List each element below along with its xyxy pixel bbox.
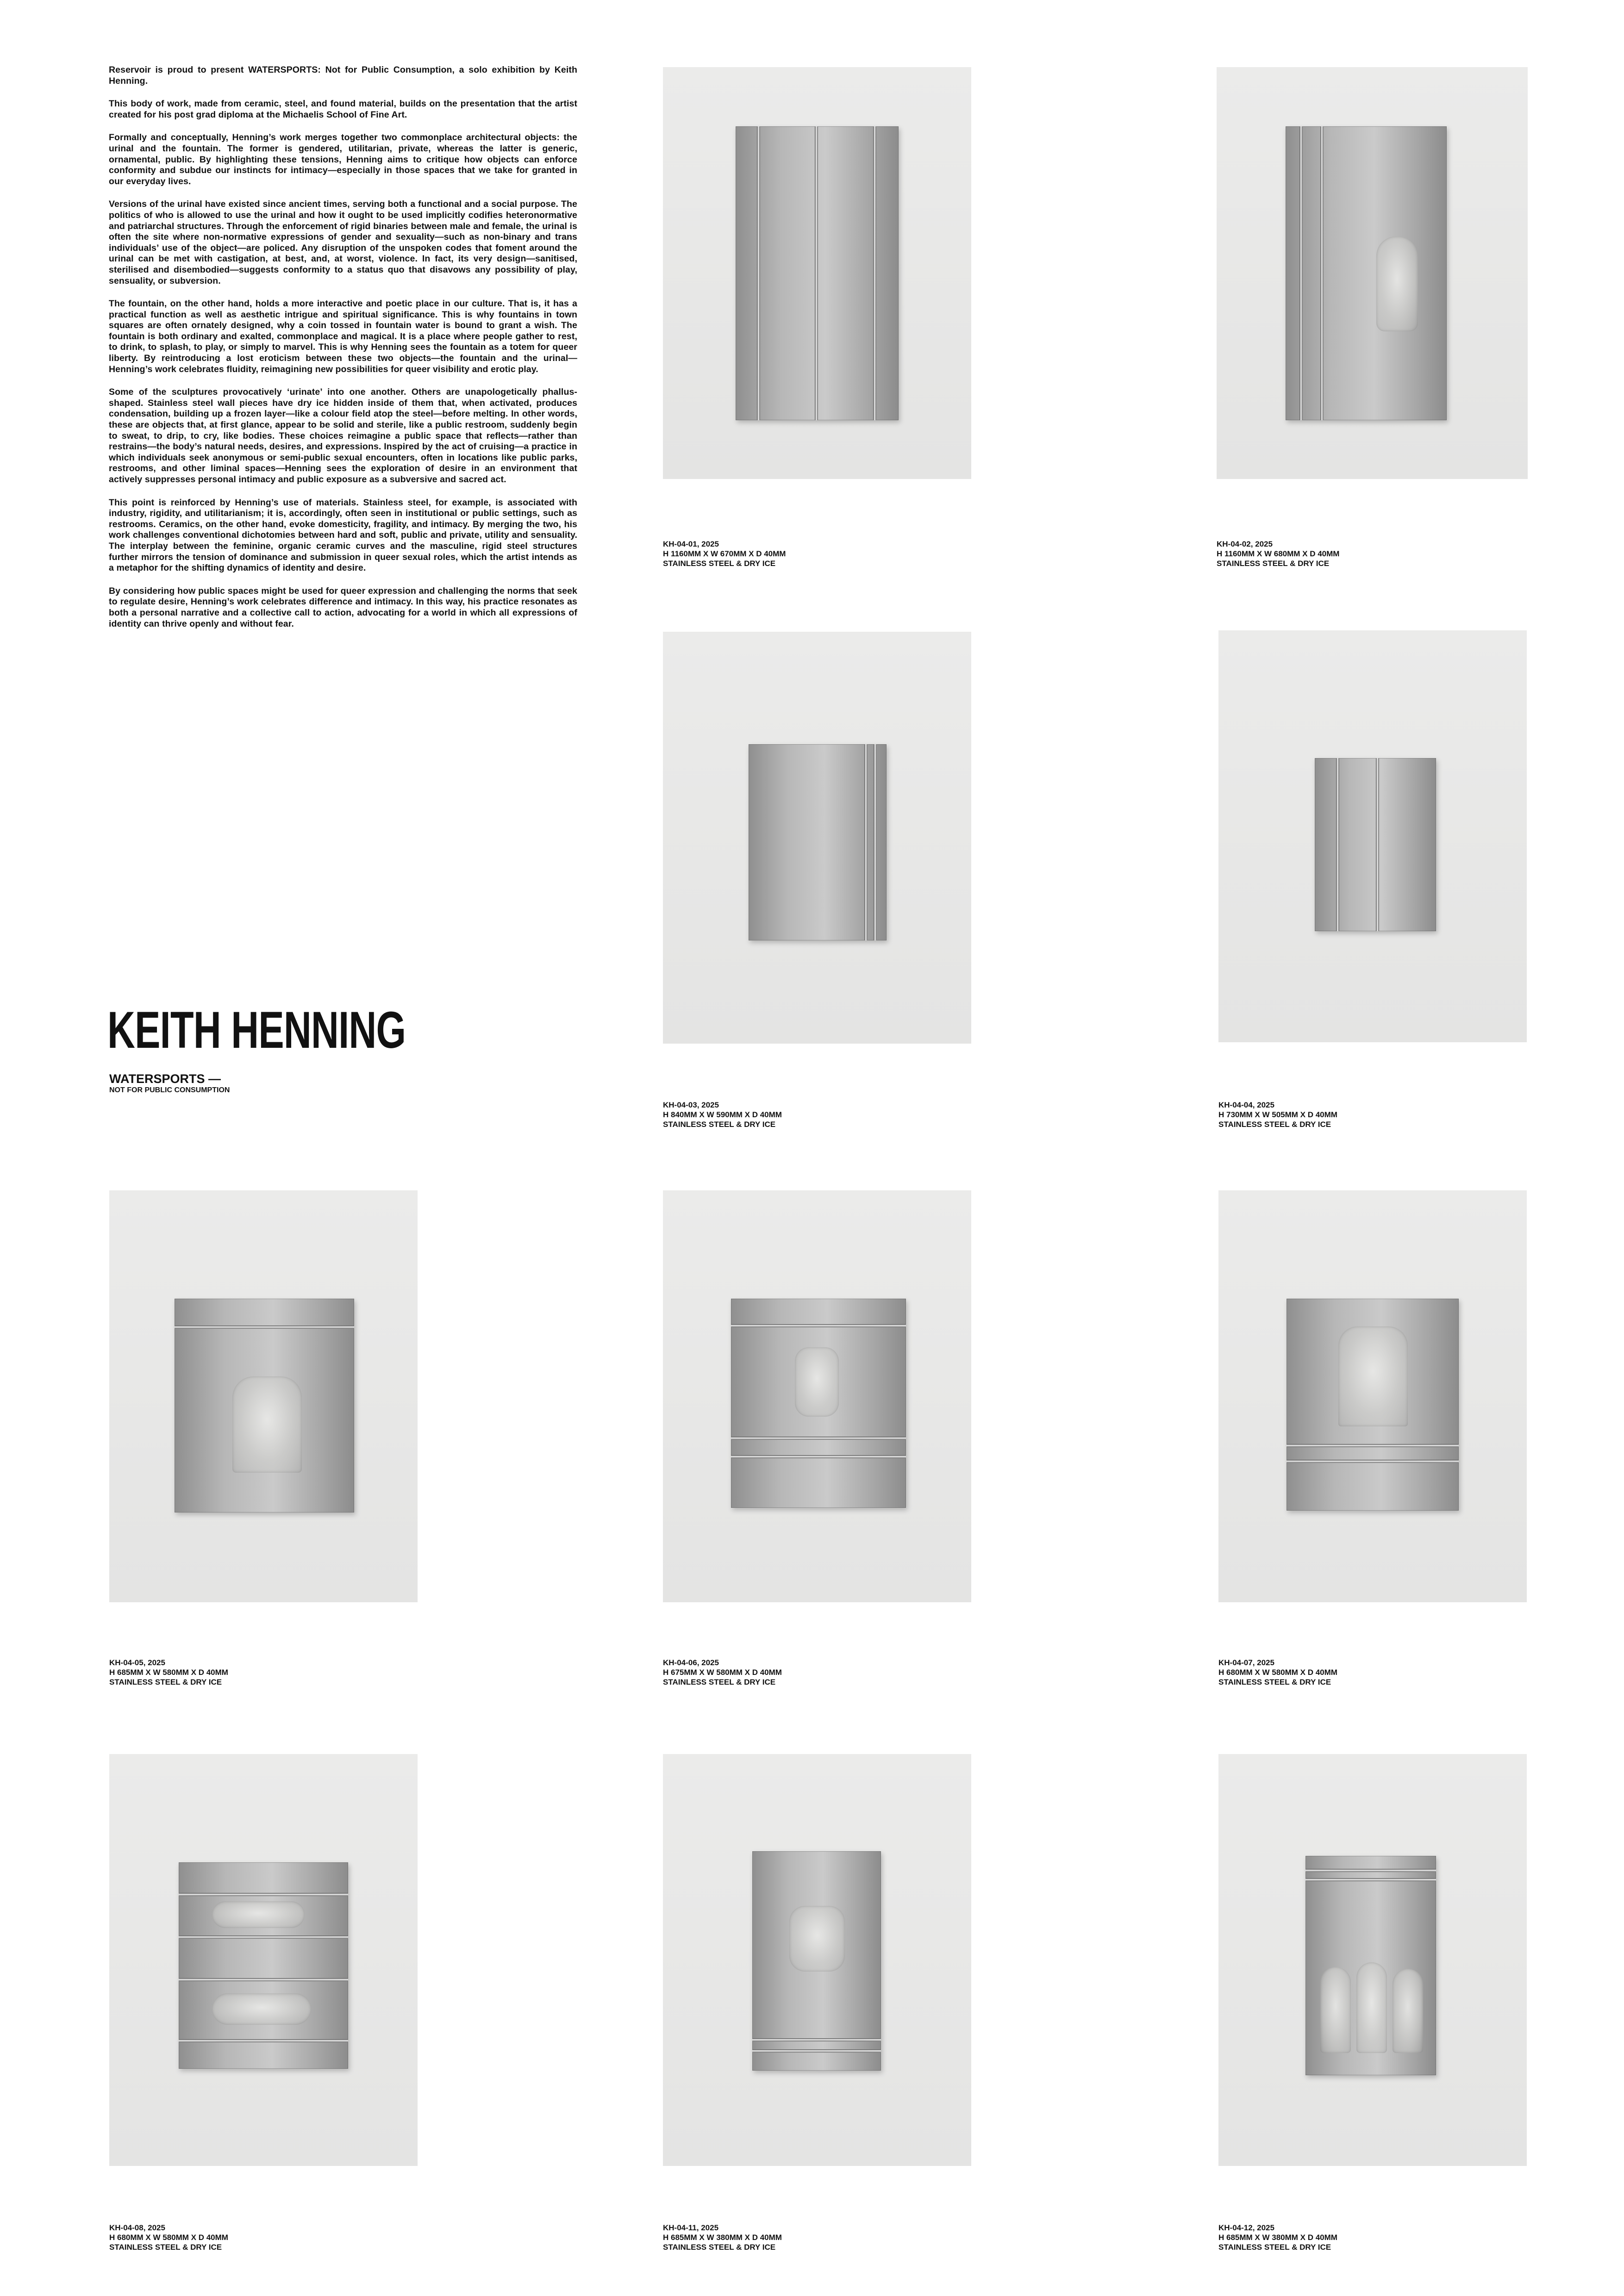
intro-paragraph: Some of the sculptures provocatively ‘urinate’ into one another. Others are unapologetically phallus-shaped. Stainless steel wall pieces have dry ice hidden inside of them that, when activated, produces condensation, building up a frozen layer—like a colour field atop the steel—before melting. In other words, these are objects that, at first glance, appear to be solid and sterile, like a public restroom, suddenly begin to sweat, to drip, to cry, like bodies. These choices reimagine a public space that reflects—rather than restrains—the body’s natural needs, desires, and expressions. Inspired by the act of cruising—a practice in which individuals seek anonymous or semi-public sexual encounters, often in locations like public parks, restrooms, and other liminal spaces—Henning sees the exploration of desire in an environment that actively suppresses personal intimacy and public exposure as a subversive and sacred act. [109, 387, 577, 485]
artwork-caption [663, 1658, 782, 1687]
artwork-caption [663, 1100, 782, 1129]
steel-panel [731, 1299, 906, 1508]
intro-paragraph: The fountain, on the other hand, holds a more interactive and poetic place in our culture. That is, it has a practical function as well as aesthetic intrigue and spiritual significance. This is why fountains in town squares are often ornately designed, why a coin tossed in fountain water is bound to grant a wish. The fountain is both ordinary and exalted, commonplace and magical. It is a place where people gather to rest, to drink, to splash, to play, or simply to marvel. This is why Henning sees the fountain as a totem for queer liberty. By reintroducing a lost eroticism between these two objects—the fountain and the urinal—Henning’s work celebrates fluidity, reimagining new possibilities for queer visibility and erotic play. [109, 299, 577, 374]
artwork-photo [1218, 630, 1527, 1042]
intro-paragraph: Versions of the urinal have existed since ancient times, serving both a functional and a social purpose. The politics of who is allowed to use the urinal and how it ought to be used implicitly codifies heteronormative and patriarchal structures. Through the enforcement of rigid binaries between male and female, the urinal is often the site where non-normative expressions of gender and sexuality—such as non-binary and trans individuals’ use of the object—are policed. Any disruption of the unspoken codes that foment around the urinal can be met with castigation, at best, and, at worst, violence. In fact, its very design—sanitised, sterilised and disembodied—suggests conformity to a status quo that disavows any possibility of play, sensuality, or subversion. [109, 199, 577, 286]
artwork-material: STAINLESS STEEL & DRY ICE [109, 2243, 222, 2252]
artwork-code: KH-04-11, 2025 [663, 2223, 719, 2232]
steel-panel [736, 126, 899, 420]
intro-paragraph: This point is reinforced by Henning’s use of materials. Stainless steel, for example, is associated with industry, rigidity, and utilitarianism; it is, accordingly, often seen in institutional or public settings, such as restrooms. Ceramics, on the other hand, evoke domesticity, fragility, and intimacy. By merging the two, his work challenges conventional dichotomies between hard and soft, public and private, utility and sensuality. The interplay between the feminine, organic ceramic curves and the masculine, rigid steel structures further mirrors the tension of dominance and submission in queer sexual roles, which the artist intends as a metaphor for the shifting dynamics of identity and desire. [109, 497, 577, 573]
artwork-material: STAINLESS STEEL & DRY ICE [663, 559, 776, 568]
artwork-code: KH-04-06, 2025 [663, 1658, 719, 1667]
artwork-caption [1218, 1100, 1337, 1129]
steel-panel [175, 1299, 354, 1512]
artwork-code: KH-04-04, 2025 [1218, 1101, 1274, 1109]
artwork-code: KH-04-07, 2025 [1218, 1658, 1274, 1667]
exhibition-text [109, 65, 577, 641]
artwork-material: STAINLESS STEEL & DRY ICE [1218, 1120, 1331, 1129]
steel-panel [1305, 1856, 1436, 2075]
artwork-code: KH-04-12, 2025 [1218, 2223, 1274, 2232]
intro-paragraph: This body of work, made from ceramic, steel, and found material, builds on the presentation that the artist created for his post grad diploma at the Michaelis School of Fine Art. [109, 99, 577, 120]
artwork-material: STAINLESS STEEL & DRY ICE [1218, 1678, 1331, 1686]
steel-panel [1315, 758, 1436, 931]
steel-panel [1287, 1299, 1459, 1511]
artwork-photo [1217, 67, 1528, 479]
artwork-material: STAINLESS STEEL & DRY ICE [663, 1120, 776, 1129]
artwork-dimensions: H 685MM X W 380MM X D 40MM [663, 2233, 782, 2242]
artwork-code: KH-04-05, 2025 [109, 1658, 165, 1667]
exhibition-subtitle: NOT FOR PUBLIC CONSUMPTION [109, 1086, 230, 1094]
artwork-material: STAINLESS STEEL & DRY ICE [1217, 559, 1330, 568]
steel-panel [1286, 126, 1447, 420]
artwork-photo [663, 632, 971, 1044]
artwork-material: STAINLESS STEEL & DRY ICE [109, 1678, 222, 1686]
artwork-caption [109, 1658, 228, 1687]
artwork-photo [1218, 1190, 1527, 1602]
artwork-photo [663, 1754, 971, 2166]
artwork-dimensions: H 680MM X W 580MM X D 40MM [1218, 1668, 1337, 1677]
artwork-photo [663, 67, 971, 479]
steel-panel [179, 1862, 348, 2069]
artwork-photo [663, 1190, 971, 1602]
artwork-photo [1218, 1754, 1527, 2166]
artwork-caption [663, 2223, 782, 2252]
artwork-caption [663, 539, 786, 568]
artwork-dimensions: H 675MM X W 580MM X D 40MM [663, 1668, 782, 1677]
artwork-dimensions: H 730MM X W 505MM X D 40MM [1218, 1110, 1337, 1119]
artwork-dimensions: H 680MM X W 580MM X D 40MM [109, 2233, 228, 2242]
artwork-caption [1218, 2223, 1337, 2252]
artwork-material: STAINLESS STEEL & DRY ICE [663, 1678, 776, 1686]
artist-name-heading: KEITH HENNING [107, 1001, 406, 1059]
intro-paragraph: By considering how public spaces might be used for queer expression and challenging the norms that seek to regulate desire, Henning’s work celebrates difference and intimacy. In this way, his practice resonates as both a personal narrative and a collective call to action, advocating for a world in which all expressions of identity can thrive openly and without fear. [109, 585, 577, 629]
artwork-caption [1217, 539, 1339, 568]
steel-panel [752, 1851, 881, 2071]
artwork-dimensions: H 1160MM X W 670MM X D 40MM [663, 549, 786, 558]
artwork-caption [1218, 1658, 1337, 1687]
artwork-dimensions: H 685MM X W 380MM X D 40MM [1218, 2233, 1337, 2242]
artwork-code: KH-04-02, 2025 [1217, 540, 1273, 548]
artwork-code: KH-04-01, 2025 [663, 540, 719, 548]
artwork-material: STAINLESS STEEL & DRY ICE [663, 2243, 776, 2252]
artwork-material: STAINLESS STEEL & DRY ICE [1218, 2243, 1331, 2252]
artwork-photo [109, 1754, 418, 2166]
exhibition-title: WATERSPORTS — [109, 1072, 221, 1086]
artwork-code: KH-04-03, 2025 [663, 1101, 719, 1109]
artwork-caption [109, 2223, 228, 2252]
steel-panel [749, 744, 887, 940]
artwork-photo [109, 1190, 418, 1602]
artwork-dimensions: H 1160MM X W 680MM X D 40MM [1217, 549, 1340, 558]
artwork-code: KH-04-08, 2025 [109, 2223, 165, 2232]
intro-paragraph: Reservoir is proud to present WATERSPORTS: Not for Public Consumption, a solo exhibition by Keith Henning. [109, 65, 577, 86]
artwork-dimensions: H 685MM X W 580MM X D 40MM [109, 1668, 228, 1677]
intro-paragraph: Formally and conceptually, Henning’s work merges together two commonplace architectural objects: the urinal and the fountain. The former is gendered, utilitarian, private, whereas the latter is generic, ornamental, public. By highlighting these tensions, Henning aims to critique how objects can enforce conformity and subdue our instincts for intimacy—especially in those spaces that we take for granted in our everyday lives. [109, 132, 577, 187]
artwork-dimensions: H 840MM X W 590MM X D 40MM [663, 1110, 782, 1119]
